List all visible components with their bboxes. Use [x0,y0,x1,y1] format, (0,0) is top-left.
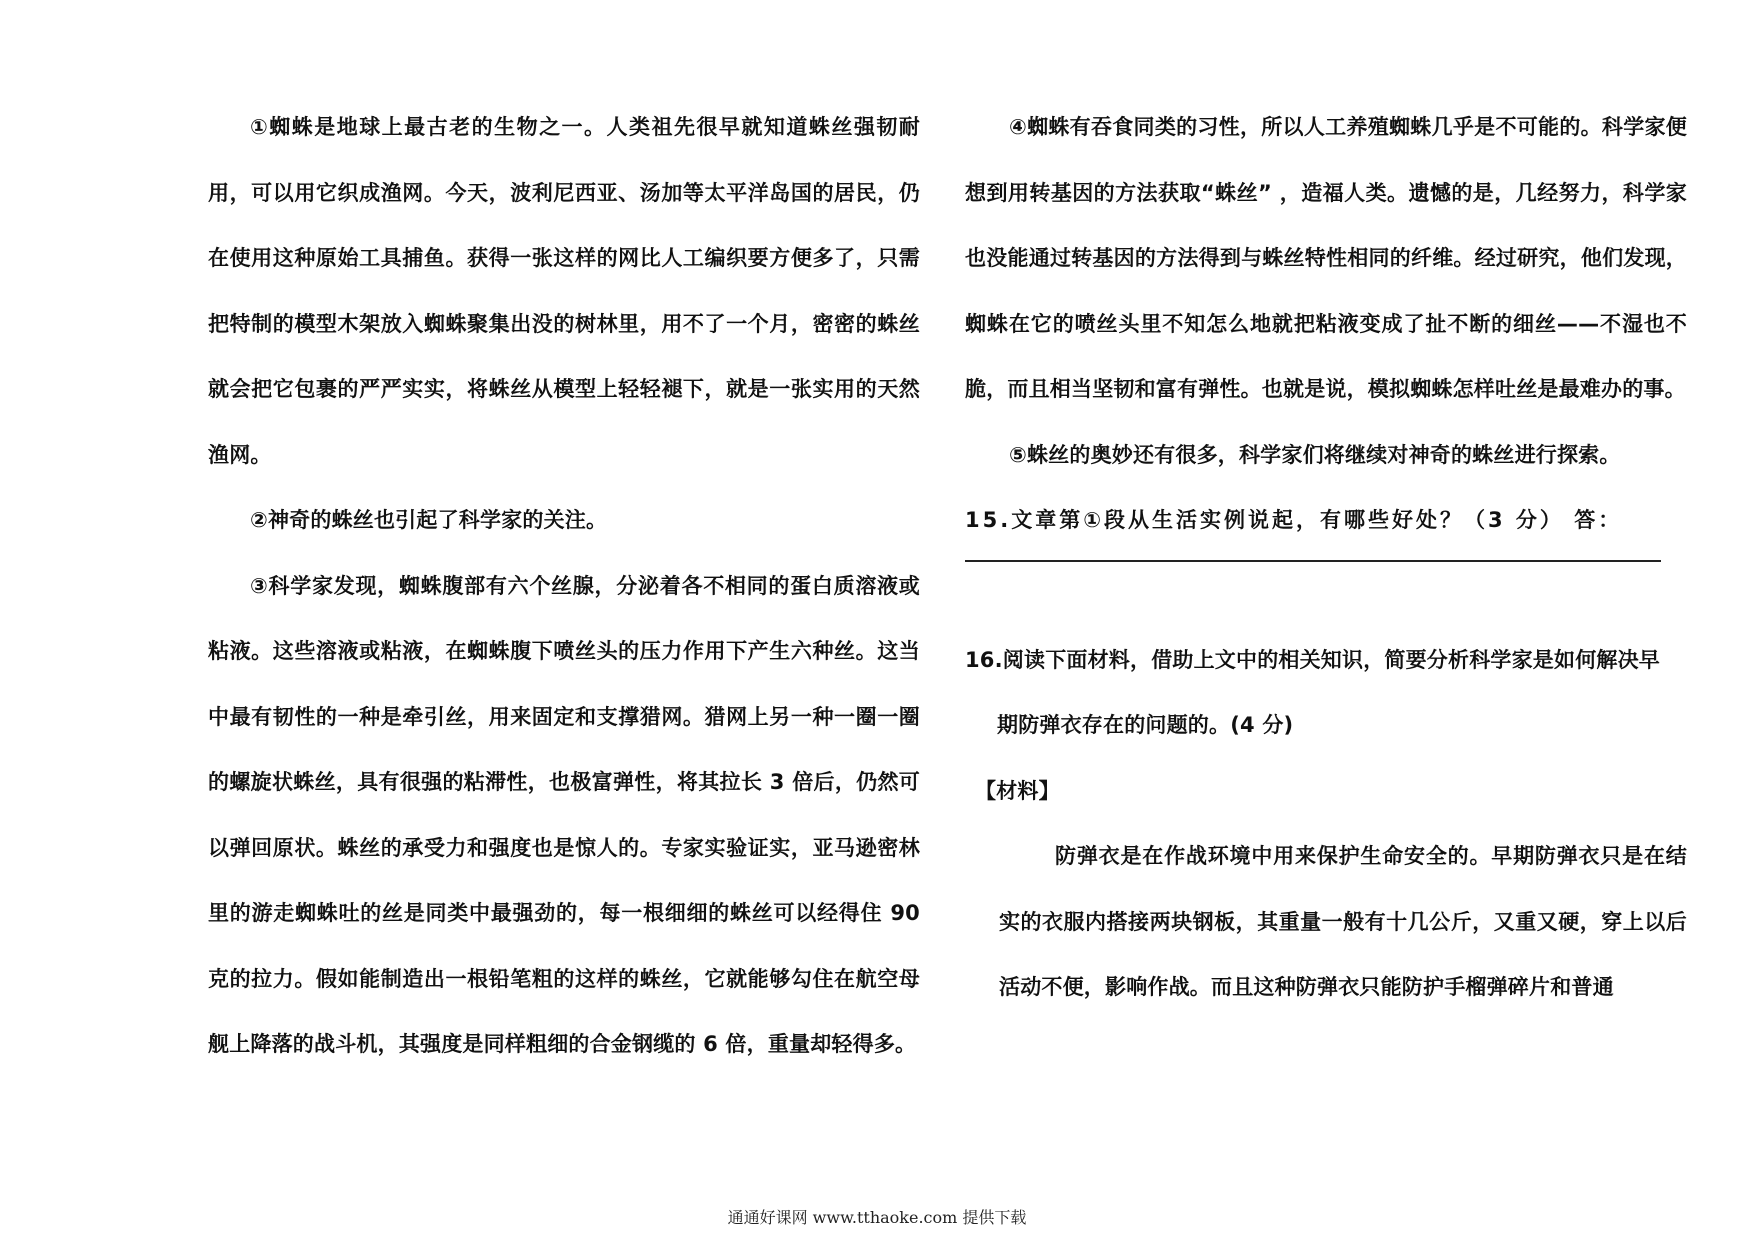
left-column [208,95,920,1078]
material-label: 【材料】 [975,778,1060,803]
paragraph-5: ⑤蛛丝的奥妙还有很多，科学家们将继续对神奇的蛛丝进行探索。 [1009,442,1621,467]
answer-space [965,562,1687,628]
question-15: 15.文章第①段从生活实例说起，有哪些好处？（3 分） 答： [965,508,1623,532]
question-16-line-2: 期防弹衣存在的问题的。(4 分) [997,713,1294,737]
material-body [965,824,1687,1021]
paragraph-4: ④蜘蛛有吞食同类的习性，所以人工养殖蜘蛛几乎是不可能的。科学家便想到用转基因的方法获取“蛛丝” ，造福人类。遗憾的是，几经努力，科学家也没能通过转基因的方法得到与蛛丝特性相同的纤维。经过研究，他们发现，蜘蛛在它的喷丝头里不知怎么地就把粘液变成了扯不断的细丝——不湿也不脆，而且相当坚韧和富有弹性。也就是说，模拟蜘蛛怎样吐丝是最难办的事。 [965,115,1687,401]
question-16-line-1: 16.阅读下面材料，借助上文中的相关知识，简要分析科学家是如何解决早 [965,647,1660,672]
right-column [965,95,1687,1021]
paragraph-2: ②神奇的蛛丝也引起了科学家的关注。 [250,508,608,532]
paragraph-3: ③科学家发现，蜘蛛腹部有六个丝腺，分泌着各不相同的蛋白质溶液或粘液。这些溶液或粘液，在蜘蛛腹下喷丝头的压力作用下产生六种丝。这当中最有韧性的一种是牵引丝，用来固定和支撑猎网。猎网上另一种一圈一圈的螺旋状蛛丝，具有很强的粘滞性，也极富弹性，将其拉长 3 倍后，仍然可以弹回原状。蛛丝的承受力和强度也是惊人的。专家实验证实，亚马逊密林里的游走蜘蛛吐的丝是同类中最强劲的，每一根细细的蛛丝可以经得住 90 克的拉力。假如能制造出一根铅笔粗的这样的蛛丝，它就能够勾住在航空母舰上降落的战斗机，其强度是同样粗细的合金钢缆的 6 倍，重量却轻得多。 [208,573,920,1056]
material-text: 防弹衣是在作战环境中用来保护生命安全的。早期防弹衣只是在结实的衣服内搭接两块钢板，其重量一般有十几公斤，又重又硬，穿上以后活动不便，影响作战。而且这种防弹衣只能防护手榴弹碎片和普通 [999,844,1687,999]
footer-source: 通通好课网 www.tthaoke.com 提供下载 [727,1208,1027,1227]
paragraph-1: ①蜘蛛是地球上最古老的生物之一。人类祖先很早就知道蛛丝强韧耐用，可以用它织成渔网。今天，波利尼西亚、汤加等太平洋岛国的居民，仍在使用这种原始工具捕鱼。获得一张这样的网比人工编织要方便多了，只需把特制的模型木架放入蜘蛛聚集出没的树林里，用不了一个月，密密的蛛丝就会把它包裹的严严实实，将蛛丝从模型上轻轻褪下，就是一张实用的天然渔网。 [208,115,920,467]
